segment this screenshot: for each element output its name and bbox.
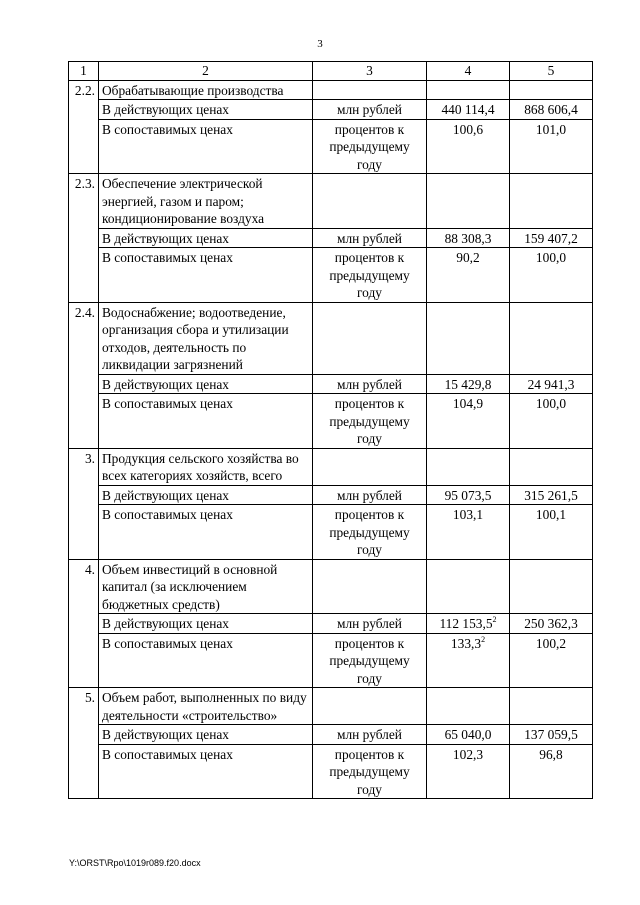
unit-cell: процентов к предыдущему году [313,633,427,688]
section-title-row [69,80,593,100]
value-text: 112 153,5 [439,616,493,631]
section-title: Объем инвестиций в основной капитал (за исключением бюджетных средств) [99,559,313,614]
row-label: В действующих ценах [99,485,313,505]
value-cell: 100,0 [510,394,593,449]
value-cell: 102,3 [427,744,510,799]
section-number: 4. [69,559,99,688]
table-row [69,614,593,634]
value-cell: 95 073,5 [427,485,510,505]
table-row [69,119,593,174]
value-cell: 88 308,3 [427,228,510,248]
table-row [69,485,593,505]
unit-cell: процентов к предыдущему году [313,505,427,560]
section-title-row [69,174,593,229]
value-text: 133,3 [450,635,482,651]
value-cell: 15 429,8 [427,374,510,394]
row-label: В действующих ценах [99,228,313,248]
value-cell: 101,0 [510,119,593,174]
section-number: 2.3. [69,174,99,303]
row-label: В сопоставимых ценах [99,633,313,688]
value-cell: 100,0 [510,248,593,303]
table-row [69,394,593,449]
section-title-row [69,302,593,374]
column-header: 5 [510,62,593,81]
row-label: В сопоставимых ценах [99,744,313,799]
table-row [69,725,593,745]
value-cell: 440 114,4 [427,100,510,120]
value-cell: 315 261,5 [510,485,593,505]
value-cell: 100,1 [510,505,593,560]
value-cell: 100,2 [510,633,593,688]
row-label: В сопоставимых ценах [99,119,313,174]
unit-cell: млн рублей [313,725,427,745]
section-title: Объем работ, выполненных по виду деятельности «строительство» [99,688,313,725]
indicators-table [68,61,593,799]
value-cell: 24 941,3 [510,374,593,394]
section-title-row [69,448,593,485]
value-cell [427,633,510,688]
value-cell: 104,9 [427,394,510,449]
unit-cell: млн рублей [313,614,427,634]
column-header: 1 [69,62,99,81]
table-row [69,374,593,394]
column-header: 4 [427,62,510,81]
column-header: 2 [99,62,313,81]
footnote-mark: 2 [492,615,497,624]
unit-cell: процентов к предыдущему году [313,248,427,303]
table-row [69,633,593,688]
footnote-mark: 2 [481,634,486,644]
value-cell: 137 059,5 [510,725,593,745]
unit-cell: процентов к предыдущему году [313,744,427,799]
value-cell: 90,2 [427,248,510,303]
value-cell: 868 606,4 [510,100,593,120]
row-label: В сопоставимых ценах [99,394,313,449]
section-title-row [69,559,593,614]
section-number: 3. [69,448,99,559]
unit-cell: млн рублей [313,228,427,248]
row-label: В сопоставимых ценах [99,505,313,560]
section-title: Обеспечение электрической энергией, газом и паром; кондиционирование воздуха [99,174,313,229]
section-title: Продукция сельского хозяйства во всех категориях хозяйств, всего [99,448,313,485]
section-title: Водоснабжение; водоотведение, организация сбора и утилизации отходов, деятельность по ликвидации загрязнений [99,302,313,374]
value-cell: 159 407,2 [510,228,593,248]
table-row [69,100,593,120]
unit-cell: млн рублей [313,100,427,120]
table-row [69,248,593,303]
file-path-footer: Y:\ORST\Rpo\1019r089.f20.docx [69,858,201,868]
row-label: В действующих ценах [99,725,313,745]
value-cell: 100,6 [427,119,510,174]
value-cell: 250 362,3 [510,614,593,634]
value-cell: 96,8 [510,744,593,799]
section-number: 2.2. [69,80,99,174]
section-title: Обрабатывающие производства [99,80,313,100]
row-label: В сопоставимых ценах [99,248,313,303]
value-cell: 103,1 [427,505,510,560]
unit-cell: млн рублей [313,374,427,394]
section-number: 2.4. [69,302,99,448]
unit-cell: млн рублей [313,485,427,505]
table-row [69,505,593,560]
table-row [69,228,593,248]
unit-cell: процентов к предыдущему году [313,394,427,449]
table-header-row [69,62,593,81]
column-header: 3 [313,62,427,81]
page-number: 3 [317,38,323,50]
table-row [69,744,593,799]
section-title-row [69,688,593,725]
value-cell [427,614,510,634]
unit-cell: процентов к предыдущему году [313,119,427,174]
value-cell: 65 040,0 [427,725,510,745]
row-label: В действующих ценах [99,100,313,120]
row-label: В действующих ценах [99,614,313,634]
row-label: В действующих ценах [99,374,313,394]
section-number: 5. [69,688,99,799]
